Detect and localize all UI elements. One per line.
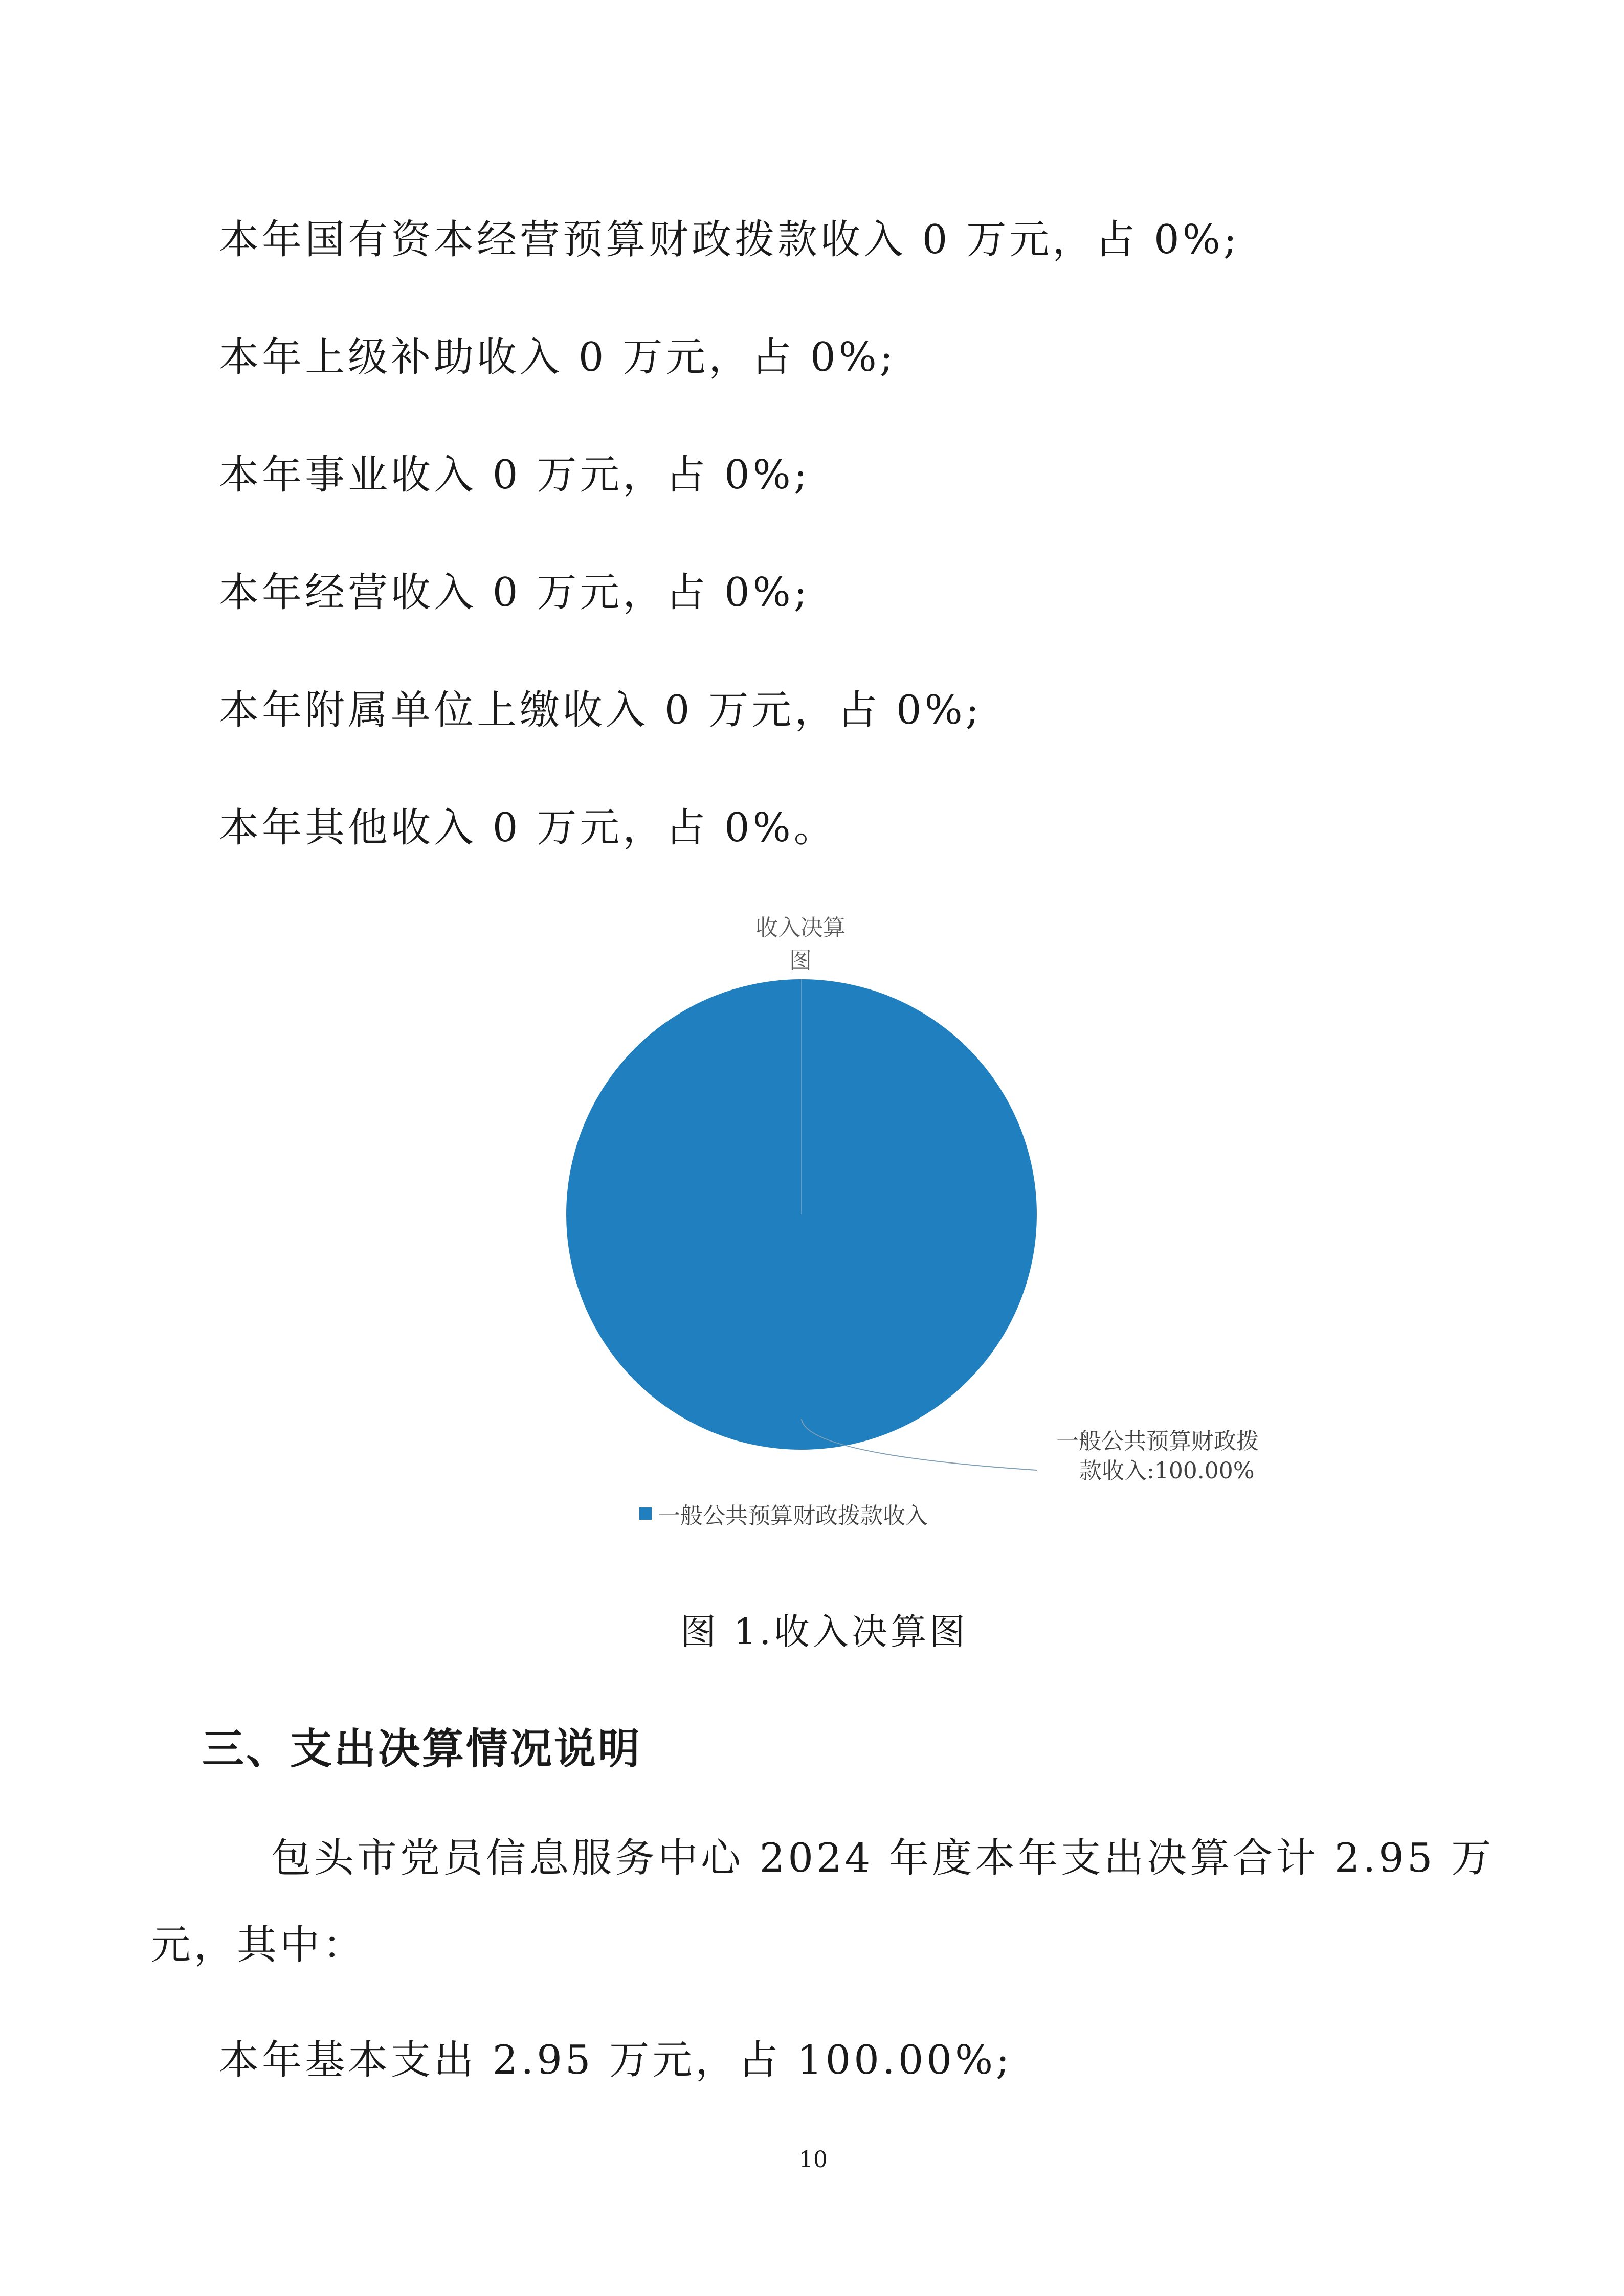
pie-slice-0 [566, 979, 1037, 1450]
income-line-superior-subsidy: 本年上级补助收入 0 万元，占 0%; [219, 334, 897, 380]
legend-label: 一般公共预算财政拨款收入 [658, 1503, 928, 1529]
chart-title: 收入决算图 [755, 915, 846, 974]
basic-expense-line: 本年基本支出 2.95 万元，占 100.00%; [219, 2037, 1013, 2083]
page-number: 10 [799, 2147, 828, 2173]
expense-summary-line1: 包头市党员信息服务中心 2024 年度本年支出决算合计 2.95 万 [271, 1835, 1495, 1881]
expense-summary-line2: 元，其中： [151, 1922, 366, 1968]
section-heading: 三、支出决算情况说明 [202, 1725, 642, 1773]
data-label-leader-line [802, 1419, 1037, 1470]
slice-data-label-line1: 一般公共预算财政拨 [1056, 1428, 1259, 1454]
income-line-other: 本年其他收入 0 万元，占 0%。 [219, 805, 837, 851]
income-line-affiliated-units: 本年附属单位上缴收入 0 万元，占 0%; [219, 687, 983, 733]
figure-caption: 图 1.收入决算图 [680, 1611, 969, 1653]
income-line-operating: 本年经营收入 0 万元，占 0%; [219, 570, 811, 616]
income-line-state-capital: 本年国有资本经营预算财政拨款收入 0 万元，占 0%; [219, 217, 1240, 263]
slice-data-label-line2: 款收入:100.00% [1079, 1458, 1255, 1484]
income-line-business: 本年事业收入 0 万元，占 0%; [219, 452, 811, 498]
chart-legend [639, 1497, 928, 1530]
legend-swatch [639, 1507, 652, 1520]
